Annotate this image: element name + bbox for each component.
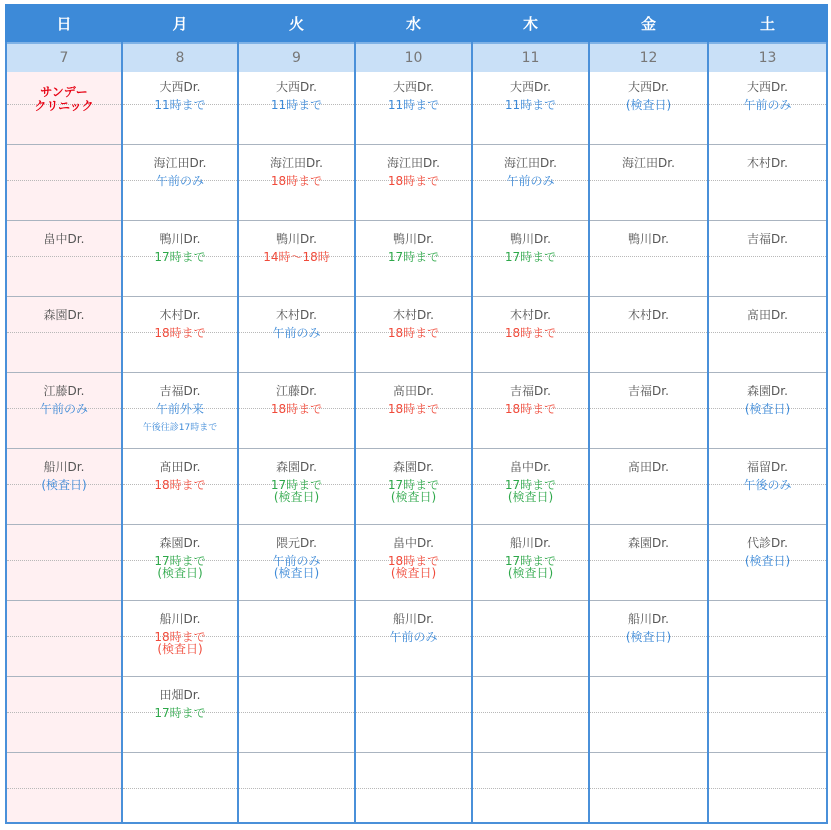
schedule-slot <box>473 222 588 298</box>
doctor-name: 鴨川Dr. <box>510 232 551 246</box>
schedule-slot <box>590 222 707 298</box>
doctor-name: 船川Dr. <box>43 460 85 474</box>
doctor-name: 江藤Dr. <box>276 384 317 398</box>
day-column <box>5 4 123 824</box>
doctor-name: 吉福Dr. <box>628 384 669 398</box>
row-divider <box>239 752 354 753</box>
schedule-slot <box>356 222 471 298</box>
hours-note: 午前のみ <box>39 402 88 416</box>
dotted-divider <box>590 712 707 713</box>
schedule-slot <box>709 450 826 526</box>
row-divider <box>7 600 121 601</box>
doctor-name: 海江田Dr. <box>622 156 675 170</box>
schedule-slot <box>709 70 826 146</box>
hours-note: 11時まで <box>504 98 557 112</box>
doctor-name: 畠中Dr. <box>510 460 551 474</box>
dotted-divider <box>239 788 354 789</box>
schedule-slot <box>123 602 237 678</box>
dotted-divider <box>590 788 707 789</box>
schedule-slot <box>7 222 121 298</box>
hours-note: 17時まで <box>154 250 206 264</box>
doctor-schedule-table <box>5 4 828 824</box>
weekday-header: 月 <box>121 4 239 42</box>
doctor-name: 船川Dr. <box>628 612 669 626</box>
hours-note: 18時まで <box>387 174 440 188</box>
schedule-slot <box>709 374 826 450</box>
doctor-name: 木村Dr. <box>159 308 201 322</box>
date-cell: 13 <box>709 42 826 72</box>
doctor-name: 大西Dr. <box>276 80 317 94</box>
doctor-name: 大西Dr. <box>747 80 788 94</box>
doctor-name: 福留Dr. <box>747 460 788 474</box>
schedule-slot <box>473 298 588 374</box>
schedule-slot <box>473 526 588 602</box>
day-column <box>588 4 709 824</box>
weekday-header: 水 <box>354 4 473 42</box>
schedule-slot <box>709 146 826 222</box>
schedule-slot <box>473 70 588 146</box>
doctor-name: 江藤Dr. <box>43 384 85 398</box>
doctor-name: 大西Dr. <box>510 80 551 94</box>
schedule-slot <box>7 450 121 526</box>
doctor-name: 畠中Dr. <box>393 536 434 550</box>
hours-note: 11時まで <box>154 98 206 112</box>
hours-note: 17時まで (検査日) <box>387 478 440 504</box>
hours-note: 午後のみ <box>743 478 792 492</box>
doctor-name: 吉福Dr. <box>159 384 201 398</box>
schedule-slot <box>123 222 237 298</box>
dotted-divider <box>7 636 121 637</box>
schedule-slot <box>356 602 471 678</box>
dotted-divider <box>709 712 826 713</box>
schedule-slot <box>590 602 707 678</box>
dotted-divider <box>709 636 826 637</box>
schedule-slot <box>7 146 121 222</box>
date-cell: 11 <box>473 42 588 72</box>
date-cell: 8 <box>123 42 237 72</box>
schedule-slot <box>590 526 707 602</box>
hours-subnote: 午後往診17時まで <box>142 423 218 433</box>
hours-note: 18時まで <box>504 402 557 416</box>
doctor-name: 代診Dr. <box>747 536 788 550</box>
dotted-divider <box>7 560 121 561</box>
hours-note: 18時まで <box>270 402 323 416</box>
dotted-divider <box>7 712 121 713</box>
dotted-divider <box>473 788 588 789</box>
schedule-slot <box>590 146 707 222</box>
doctor-name: 髙田Dr. <box>747 308 788 322</box>
hours-note: 17時まで <box>504 250 557 264</box>
hours-note: 午前のみ <box>155 174 204 188</box>
hours-note: 18時まで <box>504 326 557 340</box>
clinic-label: サンデー クリニック <box>34 85 94 113</box>
doctor-name: 木村Dr. <box>510 308 551 322</box>
dotted-divider <box>239 712 354 713</box>
schedule-slot <box>590 298 707 374</box>
hours-note: 18時まで <box>387 326 440 340</box>
schedule-slot <box>356 146 471 222</box>
schedule-slot <box>7 70 121 146</box>
hours-note: 18時まで (検査日) <box>387 554 440 580</box>
schedule-slot <box>239 374 354 450</box>
weekday-header: 日 <box>5 4 123 42</box>
date-cell: 7 <box>7 42 121 72</box>
doctor-name: 森園Dr. <box>747 384 788 398</box>
doctor-name: 吉福Dr. <box>510 384 551 398</box>
doctor-name: 森園Dr. <box>43 308 85 322</box>
schedule-slot <box>590 374 707 450</box>
doctor-name: 吉福Dr. <box>747 232 788 246</box>
date-cell: 10 <box>356 42 471 72</box>
day-column <box>121 4 239 824</box>
doctor-name: 髙田Dr. <box>393 384 434 398</box>
schedule-slot <box>239 70 354 146</box>
day-column <box>237 4 356 824</box>
schedule-slot <box>709 298 826 374</box>
hours-note: (検査日) <box>41 478 87 492</box>
schedule-slot <box>7 374 121 450</box>
date-cell: 9 <box>239 42 354 72</box>
doctor-name: 髙田Dr. <box>628 460 669 474</box>
schedule-slot <box>239 298 354 374</box>
hours-note: 午前のみ <box>389 630 438 644</box>
doctor-name: 船川Dr. <box>393 612 434 626</box>
schedule-slot <box>123 146 237 222</box>
hours-note: 17時まで (検査日) <box>154 554 206 580</box>
schedule-slot <box>473 374 588 450</box>
row-divider <box>7 676 121 677</box>
doctor-name: 田畑Dr. <box>159 688 201 702</box>
hours-note: 午前外来 <box>155 402 204 416</box>
doctor-name: 船川Dr. <box>159 612 201 626</box>
schedule-slot <box>7 298 121 374</box>
doctor-name: 海江田Dr. <box>504 156 557 170</box>
schedule-slot <box>123 70 237 146</box>
schedule-slot <box>356 526 471 602</box>
schedule-slot <box>590 450 707 526</box>
schedule-slot <box>123 374 237 450</box>
dotted-divider <box>473 636 588 637</box>
dotted-divider <box>239 636 354 637</box>
schedule-slot <box>590 70 707 146</box>
hours-note: (検査日) <box>625 98 672 112</box>
weekday-header: 金 <box>588 4 709 42</box>
row-divider <box>590 752 707 753</box>
weekday-header: 土 <box>707 4 828 42</box>
row-divider <box>473 752 588 753</box>
hours-note: 11時まで <box>270 98 323 112</box>
row-divider <box>473 676 588 677</box>
dotted-divider <box>709 788 826 789</box>
schedule-slot <box>473 146 588 222</box>
row-divider <box>709 676 826 677</box>
doctor-name: 森園Dr. <box>393 460 434 474</box>
date-cell: 12 <box>590 42 707 72</box>
doctor-name: 森園Dr. <box>276 460 317 474</box>
doctor-name: 鴨川Dr. <box>628 232 669 246</box>
doctor-name: 森園Dr. <box>628 536 669 550</box>
row-divider <box>239 676 354 677</box>
schedule-slot <box>239 222 354 298</box>
hours-note: 17時まで (検査日) <box>504 554 557 580</box>
doctor-name: 木村Dr. <box>628 308 669 322</box>
doctor-name: 木村Dr. <box>393 308 434 322</box>
doctor-name: 髙田Dr. <box>159 460 201 474</box>
row-divider <box>7 752 121 753</box>
hours-note: 18時まで <box>387 402 440 416</box>
schedule-slot <box>123 450 237 526</box>
hours-note: 14時〜18時 <box>263 250 330 264</box>
doctor-name: 海江田Dr. <box>387 156 440 170</box>
hours-note: (検査日) <box>744 402 791 416</box>
hours-note: 午前のみ <box>743 98 792 112</box>
schedule-slot <box>123 678 237 754</box>
doctor-name: 森園Dr. <box>159 536 201 550</box>
hours-note: (検査日) <box>744 554 791 568</box>
dotted-divider <box>7 788 121 789</box>
hours-note: 18時まで <box>154 326 206 340</box>
hours-note: 18時まで <box>270 174 323 188</box>
dotted-divider <box>123 788 237 789</box>
schedule-slot <box>709 526 826 602</box>
schedule-slot <box>356 374 471 450</box>
doctor-name: 鴨川Dr. <box>276 232 317 246</box>
doctor-name: 大西Dr. <box>393 80 434 94</box>
hours-note: 17時まで <box>387 250 440 264</box>
schedule-slot <box>356 70 471 146</box>
doctor-name: 海江田Dr. <box>270 156 323 170</box>
doctor-name: 畠中Dr. <box>43 232 85 246</box>
doctor-name: 木村Dr. <box>747 156 788 170</box>
doctor-name: 大西Dr. <box>628 80 669 94</box>
weekday-header: 火 <box>237 4 356 42</box>
schedule-slot <box>123 298 237 374</box>
dotted-divider <box>473 712 588 713</box>
day-column <box>354 4 473 824</box>
hours-note: (検査日) <box>625 630 672 644</box>
hours-note: 17時まで (検査日) <box>270 478 323 504</box>
doctor-name: 海江田Dr. <box>153 156 207 170</box>
doctor-name: 木村Dr. <box>276 308 317 322</box>
doctor-name: 鴨川Dr. <box>159 232 201 246</box>
schedule-slot <box>356 298 471 374</box>
doctor-name: 鴨川Dr. <box>393 232 434 246</box>
hours-note: 午前のみ <box>506 174 555 188</box>
day-column <box>471 4 590 824</box>
dotted-divider <box>356 712 471 713</box>
hours-note: 11時まで <box>387 98 440 112</box>
hours-note: 17時まで <box>154 706 206 720</box>
doctor-name: 船川Dr. <box>510 536 551 550</box>
schedule-slot <box>356 450 471 526</box>
row-divider <box>709 752 826 753</box>
hours-note: 18時まで (検査日) <box>154 630 206 656</box>
day-column <box>707 4 828 824</box>
weekday-header: 木 <box>471 4 590 42</box>
schedule-slot <box>239 526 354 602</box>
schedule-slot <box>473 450 588 526</box>
dotted-divider <box>356 788 471 789</box>
hours-note: 17時まで (検査日) <box>504 478 557 504</box>
schedule-slot <box>709 222 826 298</box>
schedule-slot <box>239 146 354 222</box>
hours-note: 18時まで <box>154 478 206 492</box>
hours-note: 午前のみ (検査日) <box>272 554 321 580</box>
schedule-slot <box>123 526 237 602</box>
hours-note: 午前のみ <box>272 326 321 340</box>
doctor-name: 大西Dr. <box>159 80 201 94</box>
schedule-slot <box>239 450 354 526</box>
doctor-name: 隈元Dr. <box>276 536 317 550</box>
row-divider <box>356 752 471 753</box>
